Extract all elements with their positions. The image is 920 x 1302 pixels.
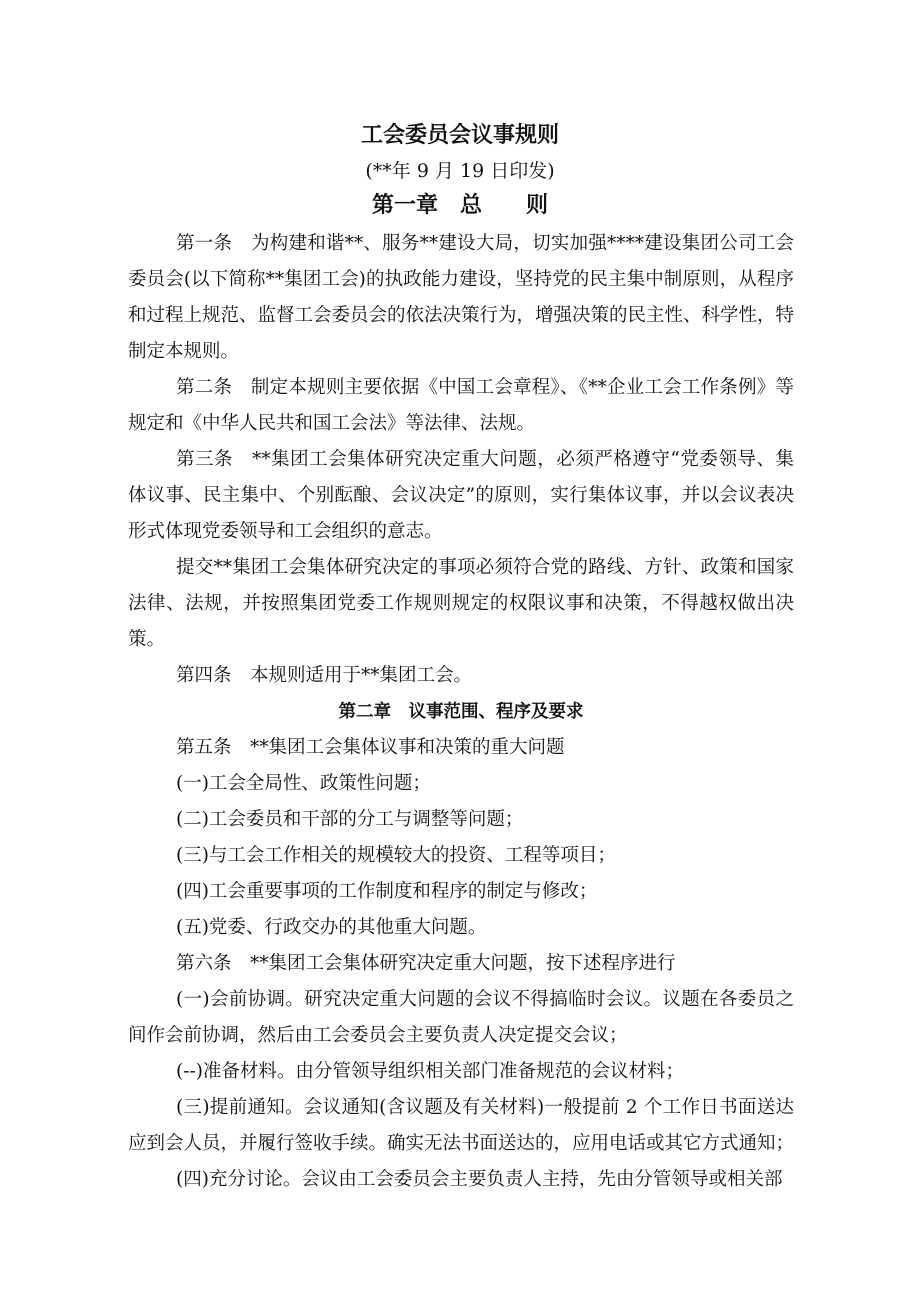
paragraph-article-5: 第五条 **集团工会集体议事和决策的重大问题 [176, 737, 565, 758]
list-item: (一)工会全局性、政策性问题； [176, 773, 431, 794]
paragraph-article-3-continued: 提交**集团工会集体研究决定的事项必须符合党的路线、方针、政策和国家法律、法规，并按照集团党委工作规则规定的权限议事和决策，不得越权做出决策。 [128, 557, 794, 650]
chapter-2-heading: 第二章 议事范围、程序及要求 [338, 702, 584, 722]
list-item: (三)与工会工作相关的规模较大的投资、工程等项目； [176, 845, 616, 866]
chapter-1-heading: 第一章 总 则 [371, 193, 548, 218]
paragraph-article-6: 第六条 **集团工会集体研究决定重大问题，按下述程序进行 [176, 953, 676, 974]
document-title: 工会委员会议事规则 [360, 123, 559, 148]
list-item: (二)工会委员和干部的分工与调整等问题； [176, 809, 524, 830]
list-item: (四)工会重要事项的工作制度和程序的制定与修改； [176, 881, 598, 902]
list-item: (一)会前协调。研究决定重大问题的会议不得搞临时会议。议题在各委员之间作会前协调，然后由工会委员会主要负责人决定提交会议； [128, 989, 794, 1046]
list-item: (四)充分讨论。会议由工会委员会主要负责人主持，先由分管领导或相关部 [176, 1169, 783, 1190]
paragraph-article-1: 第一条 为构建和谐**、服务**建设大局，切实加强****建设集团公司工会委员会(以下简称**集团工会)的执政能力建设，坚持党的民主集中制原则，从程序和过程上规范、监督工会委员会的依法决策行为，增强决策的民主性、科学性，特制定本规则。 [128, 233, 795, 362]
list-item: (--)准备材料。由分管领导组织相关部门准备规范的会议材料； [176, 1061, 684, 1082]
issue-date-note: (**年 9 月 19 日印发) [365, 160, 555, 182]
paragraph-article-2: 第二条 制定本规则主要依据《中国工会章程》、《**企业工会工作条例》等规定和《中华人民共和国工会法》等法律、法规。 [128, 377, 794, 434]
paragraph-article-3: 第三条 **集团工会集体研究决定重大问题，必须严格遵守“党委领导、集体议事、民主集中、个别酝酿、会议决定”的原则，实行集体议事，并以会议表决形式体现党委领导和工会组织的意志。 [128, 449, 794, 542]
list-item: (五)党委、行政交办的其他重大问题。 [176, 917, 487, 938]
paragraph-article-4: 第四条 本规则适用于**集团工会。 [176, 665, 473, 686]
list-item: (三)提前通知。会议通知(含议题及有关材料)一般提前 2 个工作日书面送达应到会人员，并履行签收手续。确实无法书面送达的，应用电话或其它方式通知； [128, 1097, 795, 1154]
document-body [128, 226, 794, 1198]
